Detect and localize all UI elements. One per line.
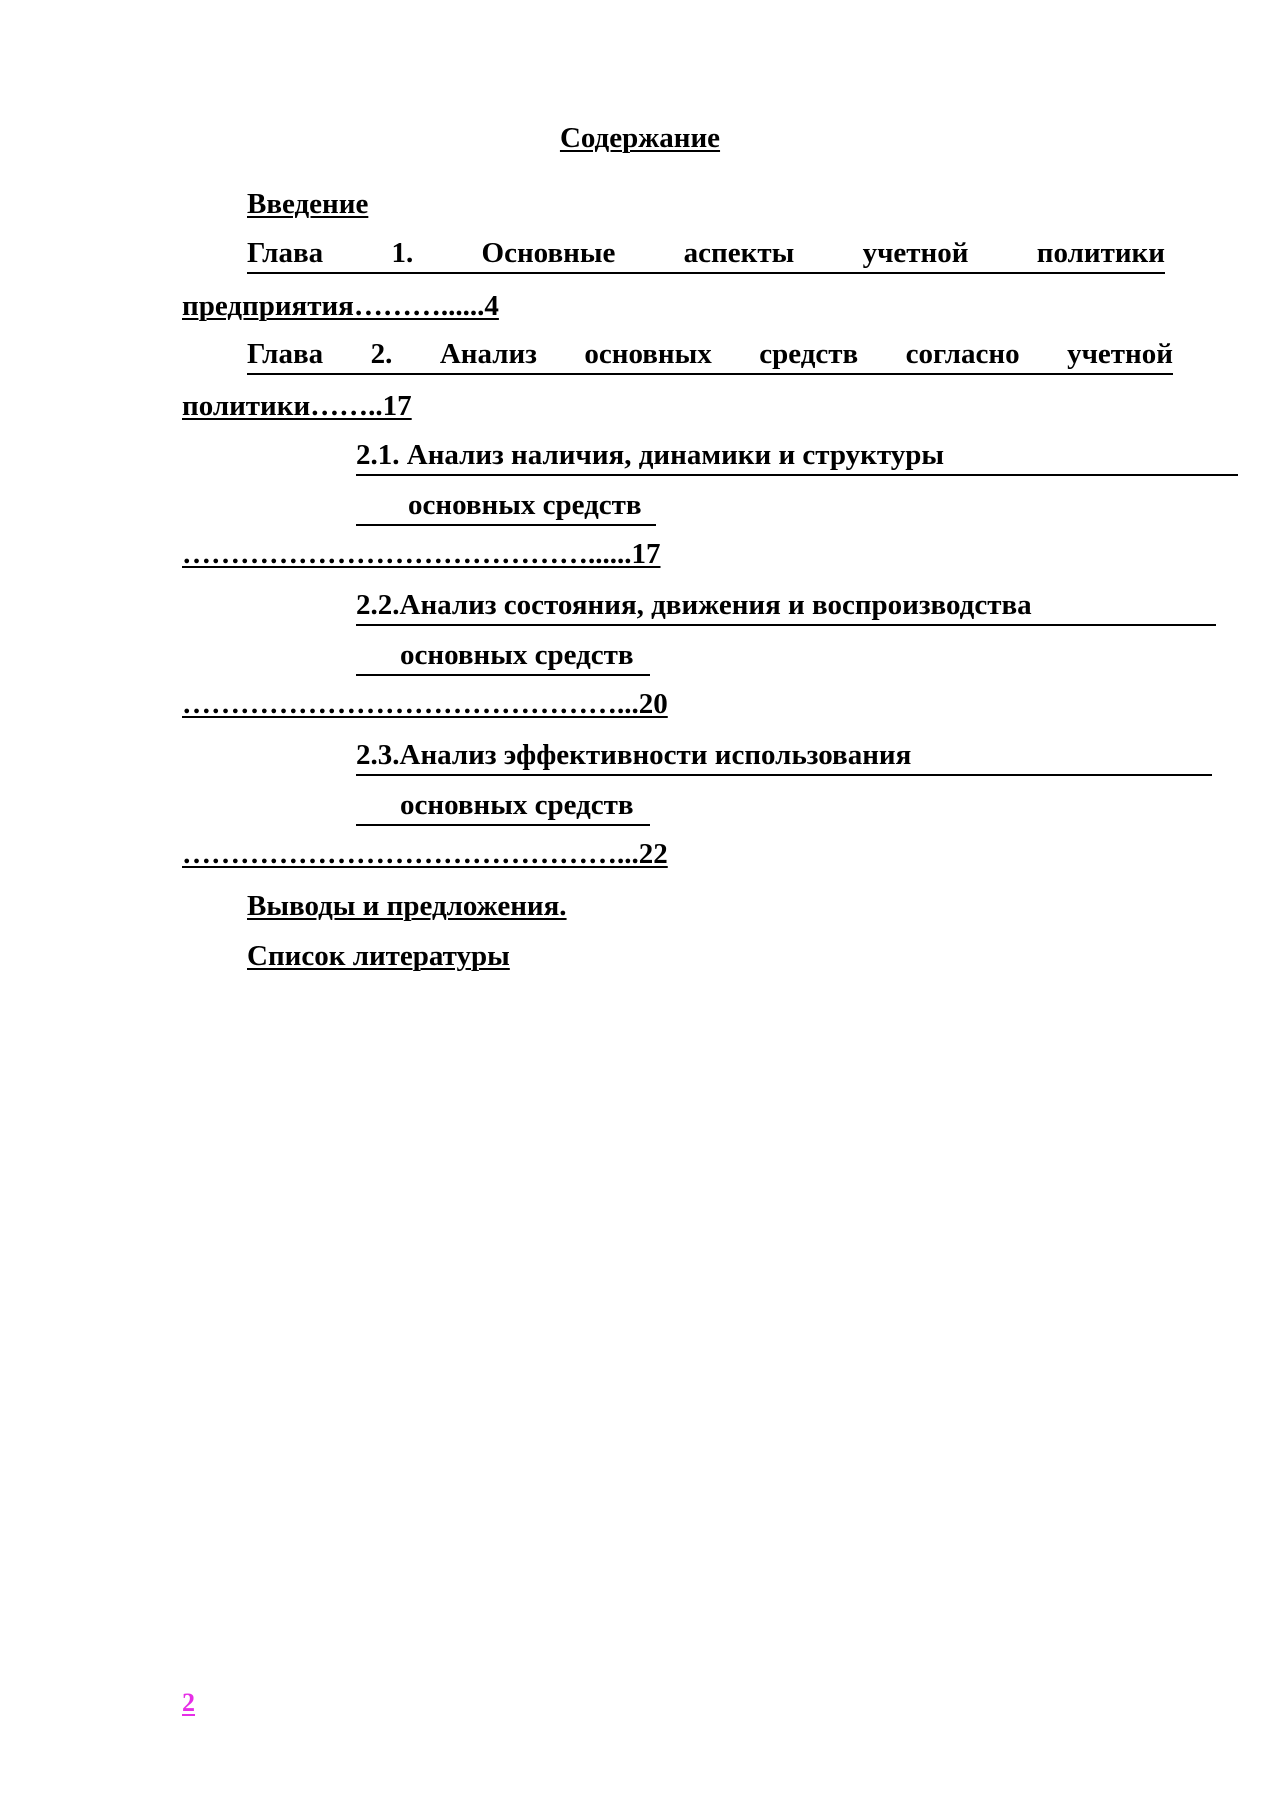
toc-section-2-2-line1 bbox=[356, 588, 1216, 626]
toc-section-2-1-line2 bbox=[356, 488, 656, 526]
toc-section-2-1-title: 2.1. Анализ наличия, динамики и структуры bbox=[356, 439, 944, 471]
toc-chapter1-line2: предприятия………......4 bbox=[182, 290, 499, 322]
toc-chapter2-line1 bbox=[247, 337, 1173, 375]
toc-section-2-2-dots: ………………………………………...20 bbox=[182, 688, 668, 720]
toc-title: Содержание bbox=[559, 122, 721, 154]
toc-section-2-3-subtitle: основных средств bbox=[400, 789, 634, 821]
toc-chapter1-line1 bbox=[247, 236, 1165, 274]
toc-chapter2-word: средств bbox=[759, 338, 859, 370]
toc-chapter2-word: согласно bbox=[905, 338, 1020, 370]
toc-section-2-2-line2 bbox=[356, 638, 650, 676]
toc-section-2-1-line1 bbox=[356, 438, 1238, 476]
toc-conclusions: Выводы и предложения. bbox=[247, 890, 567, 922]
toc-chapter2-word: Глава bbox=[247, 338, 324, 370]
toc-section-2-3-line1 bbox=[356, 738, 1212, 776]
toc-chapter2-word: основных bbox=[584, 338, 712, 370]
toc-intro: Введение bbox=[247, 188, 369, 220]
toc-chapter1-word: учетной bbox=[862, 237, 969, 269]
toc-chapter2-line2: политики……..17 bbox=[182, 390, 412, 422]
toc-chapter2-word: Анализ bbox=[439, 338, 537, 370]
toc-chapter1-word: 1. bbox=[391, 237, 414, 269]
toc-references: Список литературы bbox=[247, 940, 510, 972]
toc-section-2-3-title: 2.3.Анализ эффективности использования bbox=[356, 739, 912, 771]
toc-section-2-3-line2 bbox=[356, 788, 650, 826]
toc-chapter1-word: Основные bbox=[481, 237, 616, 269]
toc-chapter1-word: Глава bbox=[247, 237, 324, 269]
toc-section-2-2-title: 2.2.Анализ состояния, движения и воспроизводства bbox=[356, 589, 1032, 621]
toc-section-2-3-dots: ………………………………………...22 bbox=[182, 838, 668, 870]
toc-section-2-2-subtitle: основных средств bbox=[400, 639, 634, 671]
toc-section-2-1-dots: ……………………………………......17 bbox=[182, 538, 661, 570]
toc-section-2-1-subtitle: основных средств bbox=[408, 489, 642, 521]
toc-chapter1-word: аспекты bbox=[683, 237, 795, 269]
toc-chapter2-word: учетной bbox=[1067, 338, 1173, 370]
toc-chapter1-word: политики bbox=[1036, 237, 1165, 269]
toc-chapter2-word: 2. bbox=[370, 338, 393, 370]
page-number: 2 bbox=[182, 1688, 195, 1717]
